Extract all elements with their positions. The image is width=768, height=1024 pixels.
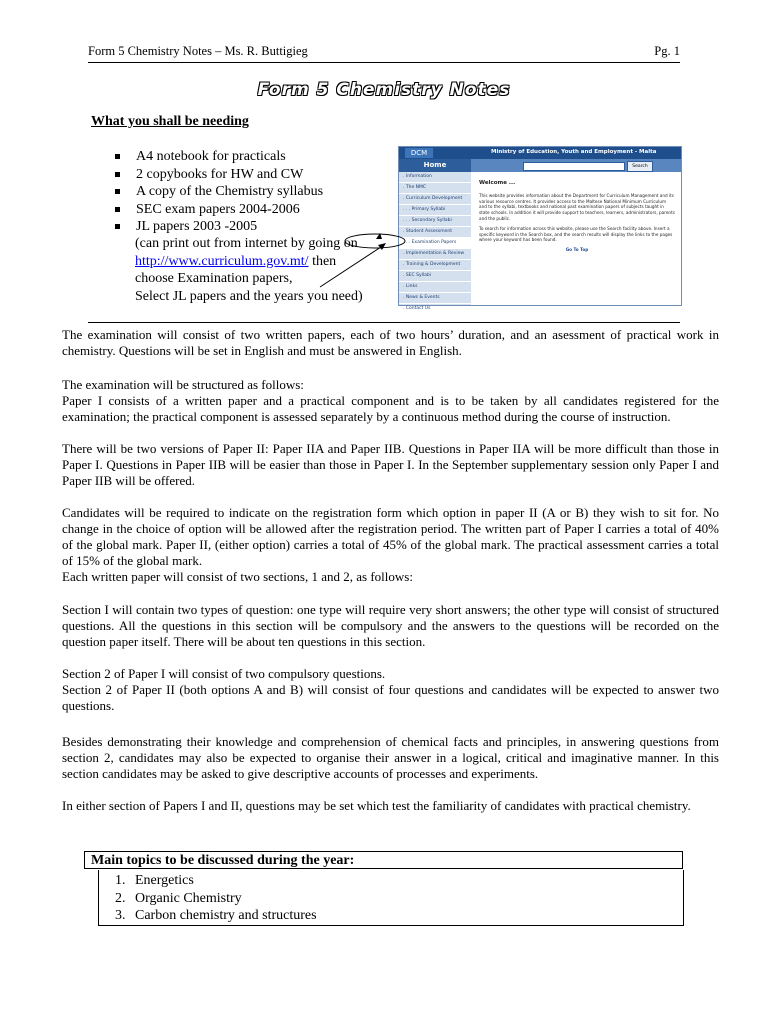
topics-box bbox=[98, 870, 684, 926]
site-search-button: Search bbox=[627, 161, 653, 172]
note-line: Select JL papers and the years you need) bbox=[135, 288, 363, 304]
arrow-head-icon bbox=[378, 243, 386, 250]
arrow-annotation bbox=[300, 225, 400, 297]
paragraph-section-two-skills: Besides demonstrating their knowledge and comprehension of chemical facts and principles, in answering questions from section 2, candidates may also be expected to organise their answer in a logical, critical and imaginative manner. In this section candidates may be asked to give descriptive accounts of processes and experiments. bbox=[62, 734, 719, 781]
paragraph-registration: Candidates will be required to indicate on the registration form which option in paper II (A or B) they wish to sit for. No change in the choice of option will be allowed after the registration period. The written part of Paper I carries a total of 40% of the global mark. Paper II, (either option) carries a total of 45% of the global mark. The practical assessment carries a total of 15% of the global mark. bbox=[62, 505, 719, 568]
list-item: 3. Carbon chemistry and structures bbox=[115, 908, 317, 923]
site-banner bbox=[399, 147, 681, 159]
arrow-line bbox=[320, 245, 384, 287]
header-title: Form 5 Chemistry Notes – Ms. R. Buttigieg bbox=[88, 44, 308, 58]
note-link-line: http://www.curriculum.gov.mt/ then bbox=[135, 253, 337, 269]
bullet-icon bbox=[115, 189, 120, 194]
note-line: choose Examination papers, bbox=[135, 271, 293, 286]
page-number: Pg. 1 bbox=[654, 44, 680, 58]
site-search-bar bbox=[471, 159, 681, 172]
paragraph-practical: In either section of Papers I and II, questions may be set which test the familiarity of candidates with practical chemistry. bbox=[62, 798, 691, 813]
site-home-tab: Home bbox=[399, 159, 471, 172]
document-title: Form 5 Chemistry Notes bbox=[257, 80, 511, 100]
bullet-icon bbox=[115, 172, 120, 177]
divider bbox=[88, 322, 680, 323]
paragraph-section-two-paper-two: Section 2 of Paper II (both options A and B) will consist of four questions and candidates will be expected to answer two questions. bbox=[62, 682, 719, 713]
site-ministry-title: Ministry of Education, Youth and Employment - Malta bbox=[491, 149, 657, 155]
site-search-info: To search for information across this website, please use the Search facility above. Insert a specific keyword in the Search box, and the search results will display the links to the pages where your keyword has been found. bbox=[479, 225, 673, 243]
bullet-icon bbox=[115, 154, 120, 159]
needs-heading: What you shall be needing bbox=[91, 114, 249, 129]
site-nav-item-exam-papers: . . . Examination Papers bbox=[399, 238, 471, 249]
topics-heading: Main topics to be discussed during the year: bbox=[84, 851, 683, 869]
paragraph-sections-intro: Each written paper will consist of two sections, 1 and 2, as follows: bbox=[62, 569, 413, 584]
bullet-icon bbox=[115, 224, 120, 229]
note-line: (can print out from internet by going on bbox=[135, 236, 358, 251]
list-item: SEC exam papers 2004-2006 bbox=[113, 201, 388, 219]
site-logo: DCM bbox=[405, 148, 433, 158]
paragraph-section-one: Section I will contain two types of question: one type will require very short answers; the other type will consist of structured questions. All the questions in this section will be compulsory and the answers to the questions will be recorded on the question paper itself. There will be about ten questions in this section. bbox=[62, 602, 719, 649]
site-nav-item: . Student Assessment bbox=[399, 227, 471, 238]
list-item: 1. Energetics bbox=[115, 873, 194, 888]
bullet-icon bbox=[115, 207, 120, 212]
site-nav-item: . . . Secondary Syllabi bbox=[399, 216, 471, 227]
site-go-to-top: Go To Top bbox=[565, 247, 589, 253]
site-nav bbox=[399, 172, 471, 311]
site-main-content bbox=[479, 181, 675, 253]
list-item: A copy of the Chemistry syllabus bbox=[113, 183, 388, 201]
site-search-input bbox=[523, 162, 625, 171]
website-screenshot bbox=[398, 146, 682, 311]
list-item: 2. Organic Chemistry bbox=[115, 890, 242, 906]
highlight-ellipse bbox=[345, 234, 405, 248]
site-nav-item: . The NMC bbox=[399, 183, 471, 194]
list-item: A4 notebook for practicals bbox=[113, 148, 388, 166]
site-nav-item: . Links bbox=[399, 282, 471, 293]
page-header bbox=[88, 44, 680, 63]
site-nav-item: . Contact Us bbox=[399, 304, 471, 315]
paragraph-paper-two: There will be two versions of Paper II: Paper IIA and Paper IIB. Questions in Paper IIA will be more difficult than those in Paper I. Questions in Paper IIB will be easier than those in Paper I. In the September supplementary session only Paper I and Paper IIB will be offered. bbox=[62, 441, 719, 488]
paragraph-section-two-paper-one: Section 2 of Paper I will consist of two compulsory questions. bbox=[62, 666, 386, 681]
site-nav-item: . News & Events bbox=[399, 293, 471, 304]
paragraph-exam-overview: The examination will consist of two written papers, each of two hours’ duration, and an asessment of practical work in chemistry. Questions will be set in English and must be answered in English. bbox=[62, 327, 719, 358]
needs-list bbox=[113, 148, 388, 236]
site-nav-item: . Curriculum Development bbox=[399, 194, 471, 205]
site-nav-item: . Implementation & Review bbox=[399, 249, 471, 260]
paragraph-paper-one: Paper I consists of a written paper and a practical component and is to be taken by all candidates registered for the examination; the practical component is assessed separately by a continuous method during the course of instruction. bbox=[62, 393, 719, 424]
topics-list bbox=[115, 872, 317, 925]
curriculum-link[interactable]: http://www.curriculum.gov.mt/ bbox=[135, 253, 309, 269]
list-item: JL papers 2003 -2005 bbox=[113, 218, 388, 236]
site-welcome: Welcome ... bbox=[479, 180, 516, 186]
list-item: 2 copybooks for HW and CW bbox=[113, 166, 388, 184]
site-nav-item: . SEC Syllabi bbox=[399, 271, 471, 282]
site-nav-item: . Training & Development bbox=[399, 260, 471, 271]
site-nav-item: . Information bbox=[399, 172, 471, 183]
paragraph-structure-intro: The examination will be structured as follows: bbox=[62, 377, 304, 392]
site-nav-item: . . . Primary Syllabi bbox=[399, 205, 471, 216]
site-intro: This website provides information about the Department for Curriculum Management and its various resource centres. It provides access to the Maltese National Minimum Curriculum and to the syllabi, textbooks and national past examination papers of subjects taught in state schools. In addition it will provide support to teachers, learners, administrators, parents and the public. bbox=[479, 192, 675, 221]
